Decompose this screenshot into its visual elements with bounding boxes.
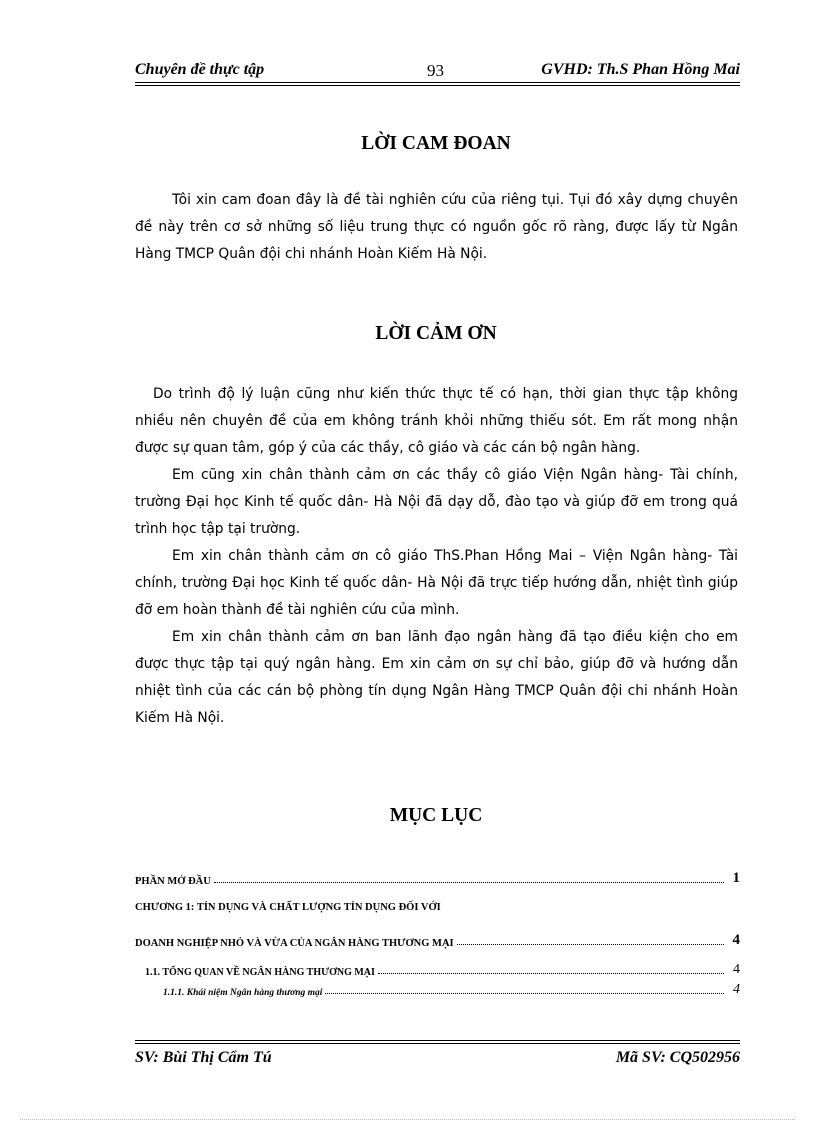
cam-doan-body: [135, 187, 738, 268]
page-number: 93: [427, 61, 444, 80]
toc-entry-label: CHƯƠNG 1: TÍN DỤNG VÀ CHẤT LƯỢNG TÍN DỤNG ĐỐI VỚI: [135, 902, 441, 913]
toc-entry-label: DOANH NGHIỆP NHỎ VÀ VỪA CỦA NGÂN HÀNG THƯƠNG MẠI: [135, 938, 454, 949]
toc-leader: [378, 973, 724, 974]
footer-student: SV: Bùi Thị Cẩm Tú: [135, 1049, 272, 1066]
toc-leader: [214, 882, 724, 883]
cam-on-paragraph: Em xin chân thành cảm ơn cô giáo ThS.Phan Hồng Mai – Viện Ngân hàng- Tài chính, trường Đại học Kinh tế quốc dân- Hà Nội đã trực tiếp hướng dẫn, nhiệt tình giúp đỡ em hoàn thành đề tài nghiên cứu của mình.: [135, 548, 738, 618]
cam-doan-paragraph: Tôi xin cam đoan đây là đề tài nghiên cứu của riêng tụi. Tụi đó xây dựng chuyên đề này trên cơ sở những số liệu trung thực có nguồn gốc rõ ràng, được lấy từ Ngân Hàng TMCP Quân đội chi nhánh Hoàn Kiếm Hà Nội.: [135, 192, 738, 262]
toc-entry-page: 4: [733, 962, 740, 977]
toc-entry[interactable]: [135, 932, 740, 949]
toc-entry-label: 1.1.1. Khái niệm Ngân hàng thương mại: [163, 988, 323, 998]
toc-entry-label: 1.1. TỔNG QUAN VỀ NGÂN HÀNG THƯƠNG MẠI: [145, 967, 375, 978]
toc-entry[interactable]: [135, 870, 740, 887]
cam-on-paragraph: Do trình độ lý luận cũng như kiến thức thực tế có hạn, thời gian thực tập không nhiều nên chuyên đề của em không tránh khỏi những thiếu sót. Em rất mong nhận được sự quan tâm, góp ý của các thầy, cô giáo và các cán bộ ngân hàng.: [135, 386, 738, 456]
footer-rule-bottom: [135, 1043, 740, 1044]
toc-entry-label: PHẦN MỞ ĐẦU: [135, 876, 211, 887]
cam-doan-title: LỜI CAM ĐOAN: [361, 133, 511, 154]
cam-on-title: LỜI CẢM ƠN: [375, 323, 497, 344]
header-course: Chuyên đề thực tập: [135, 61, 265, 78]
toc-leader: [325, 993, 724, 994]
footer-rule-top: [135, 1040, 740, 1041]
toc-entry[interactable]: [145, 962, 740, 978]
cam-on-paragraph: Em cũng xin chân thành cảm ơn các thầy cô giáo Viện Ngân hàng- Tài chính, trường Đại học Kinh tế quốc dân- Hà Nội đã dạy dỗ, đào tạo và giúp đỡ em trong quá trình học tập tại trường.: [135, 467, 738, 537]
cam-on-body: [135, 381, 738, 732]
toc-leader: [457, 944, 724, 945]
footer-student-id: Mã SV: CQ502956: [615, 1049, 740, 1066]
toc-entry[interactable]: [163, 982, 740, 998]
page-header: [135, 60, 740, 83]
page-edge-dots: [20, 1119, 795, 1120]
cam-on-paragraph: Em xin chân thành cảm ơn ban lãnh đạo ngân hàng đã tạo điều kiện cho em được thực tập tại quý ngân hàng. Em xin cảm ơn sự chỉ bảo, giúp đỡ và hướng dẫn nhiệt tình của các cán bộ phòng tín dụng Ngân Hàng TMCP Quân đội chi nhánh Hoàn Kiếm Hà Nội.: [135, 629, 738, 726]
header-rule: [135, 85, 740, 86]
toc-entry-page: 4: [733, 982, 740, 997]
toc-title: MỤC LỤC: [389, 805, 483, 826]
toc-entry[interactable]: [135, 902, 740, 913]
toc-entry-page: 4: [732, 932, 740, 948]
toc-entry-page: 1: [732, 870, 740, 886]
header-advisor: GVHD: Th.S Phan Hồng Mai: [541, 61, 740, 78]
